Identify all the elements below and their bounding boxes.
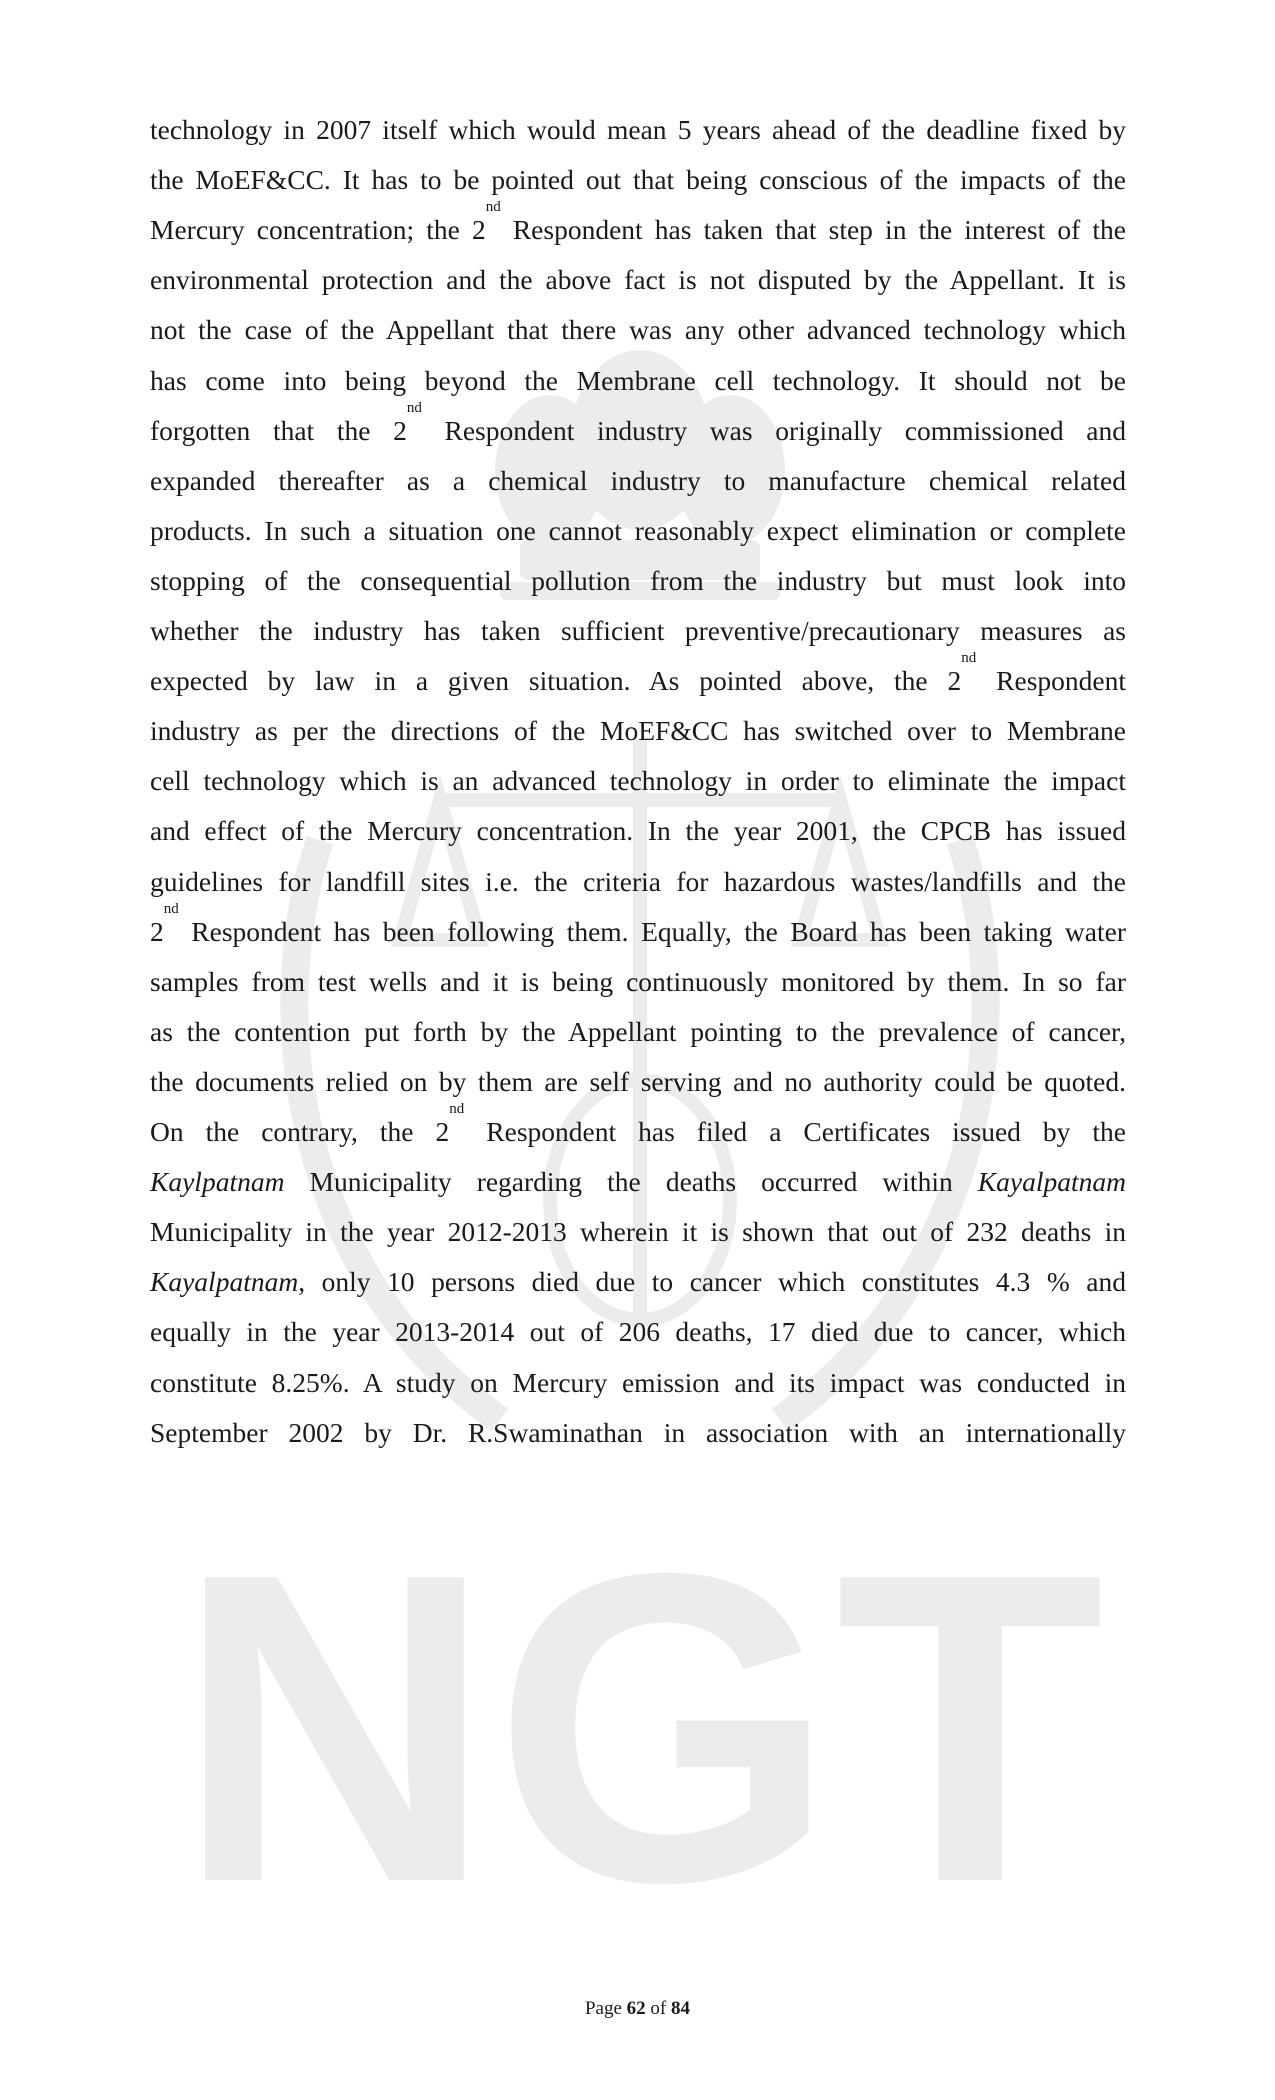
text-line — [150, 1265, 1126, 1299]
text-segment: Respondent industry was originally commissioned and — [421, 414, 1127, 446]
text-segment: Respondent has filed a Certificates issued by the — [464, 1116, 1126, 1147]
ordinal-superscript: nd — [485, 199, 501, 216]
text-line — [150, 965, 1126, 999]
text-line — [150, 313, 1126, 347]
text-line — [150, 1015, 1126, 1049]
text-segment: expanded thereafter as a chemical industry to manufacture chemical related — [150, 464, 1126, 496]
text-line — [150, 113, 1126, 147]
text-line — [150, 399, 1127, 448]
footer-page-current: 62 — [626, 1998, 646, 2019]
text-segment: Respondent — [976, 665, 1126, 697]
ordinal-superscript: nd — [449, 1101, 465, 1117]
text-segment: Mercury concentration; the 2 — [150, 214, 486, 246]
text-segment: environmental protection and the above fact is not disputed by the Appellant. It is — [150, 264, 1126, 296]
text-line — [150, 714, 1126, 748]
text-segment: Municipality regarding the deaths occurred within — [284, 1166, 978, 1198]
text-line — [150, 1101, 1126, 1149]
text-line — [150, 814, 1126, 848]
text-segment: guidelines for landfill sites i.e. the criteria for hazardous wastes/landfills and the — [150, 865, 1126, 897]
text-segment: Respondent has been following them. Equally, the Board has been taking water — [178, 915, 1126, 947]
text-segment: the MoEF&CC. It has to be pointed out that being conscious of the impacts of the — [150, 164, 1126, 196]
text-line — [150, 650, 1126, 698]
text-line — [150, 865, 1126, 899]
text-line — [150, 263, 1126, 297]
ordinal-superscript: nd — [406, 399, 422, 416]
italic-text: Kayalpatnam — [150, 1266, 299, 1298]
text-segment: has come into being beyond the Membrane cell technology. It should not be — [150, 364, 1126, 396]
text-segment: cell technology which is an advanced technology in order to eliminate the impact — [150, 765, 1126, 797]
text-segment: On the contrary, the 2 — [150, 1116, 450, 1147]
text-line — [150, 163, 1126, 197]
text-segment: forgotten that the 2 — [150, 414, 407, 446]
text-line — [150, 1065, 1126, 1099]
text-line — [150, 764, 1126, 798]
ordinal-superscript: nd — [163, 900, 179, 917]
italic-text: Kaylpatnam — [150, 1166, 285, 1198]
text-line — [150, 1366, 1126, 1400]
text-segment: technology in 2007 itself which would mean 5 years ahead of the deadline fixed by — [150, 114, 1126, 145]
text-segment: stopping of the consequential pollution from the industry but must look into — [150, 564, 1126, 596]
text-segment: industry as per the directions of the MoEF&CC has switched over to Membrane — [150, 715, 1126, 747]
text-segment: equally in the year 2013-2014 out of 206 deaths, 17 died due to cancer, which — [150, 1316, 1126, 1348]
text-segment: products. In such a situation one cannot reasonably expect elimination or complete — [150, 514, 1126, 546]
text-segment: Respondent has taken that step in the interest of the — [500, 214, 1126, 246]
text-segment: whether the industry has taken sufficient preventive/precautionary measures as — [150, 615, 1126, 646]
footer-page-prefix: Page — [584, 1998, 627, 2019]
text-segment: Municipality in the year 2012-2013 wherein it is shown that out of 232 deaths in — [150, 1216, 1126, 1248]
text-line — [150, 900, 1126, 949]
text-line — [150, 1315, 1126, 1349]
text-line — [150, 564, 1126, 598]
footer-page-total: 84 — [671, 1998, 690, 2019]
footer-page-of: of — [645, 1998, 671, 2019]
text-line — [150, 199, 1126, 247]
text-line — [150, 1215, 1126, 1249]
text-line — [150, 1165, 1126, 1199]
text-line — [150, 514, 1126, 548]
page-footer — [0, 1998, 1275, 2020]
text-segment: the documents relied on by them are self serving and no authority could be quoted. — [150, 1065, 1126, 1097]
text-line — [150, 614, 1126, 648]
text-segment: as the contention put forth by the Appellant pointing to the prevalence of cancer, — [150, 1015, 1126, 1047]
text-segment: September 2002 by Dr. R.Swaminathan in association with an internationally — [150, 1416, 1126, 1448]
svg-text:NGT: NGT — [175, 1483, 1105, 1960]
ordinal-superscript: nd — [961, 650, 977, 667]
text-segment: samples from test wells and it is being continuously monitored by them. In so far — [150, 965, 1126, 997]
text-segment: and effect of the Mercury concentration. In the year 2001, the CPCB has issued — [150, 815, 1126, 847]
text-segment: , only 10 persons died due to cancer which constitutes 4.3 % and — [298, 1266, 1126, 1298]
text-line — [150, 1416, 1126, 1450]
text-line — [150, 464, 1126, 498]
text-segment: expected by law in a given situation. As pointed above, the 2 — [150, 665, 962, 697]
text-segment: constitute 8.25%. A study on Mercury emission and its impact was conducted in — [150, 1366, 1126, 1398]
text-line — [150, 364, 1126, 398]
text-segment: not the case of the Appellant that there was any other advanced technology which — [150, 314, 1126, 346]
text-segment: 2 — [150, 915, 164, 947]
italic-text: Kayalpatnam — [977, 1166, 1126, 1198]
